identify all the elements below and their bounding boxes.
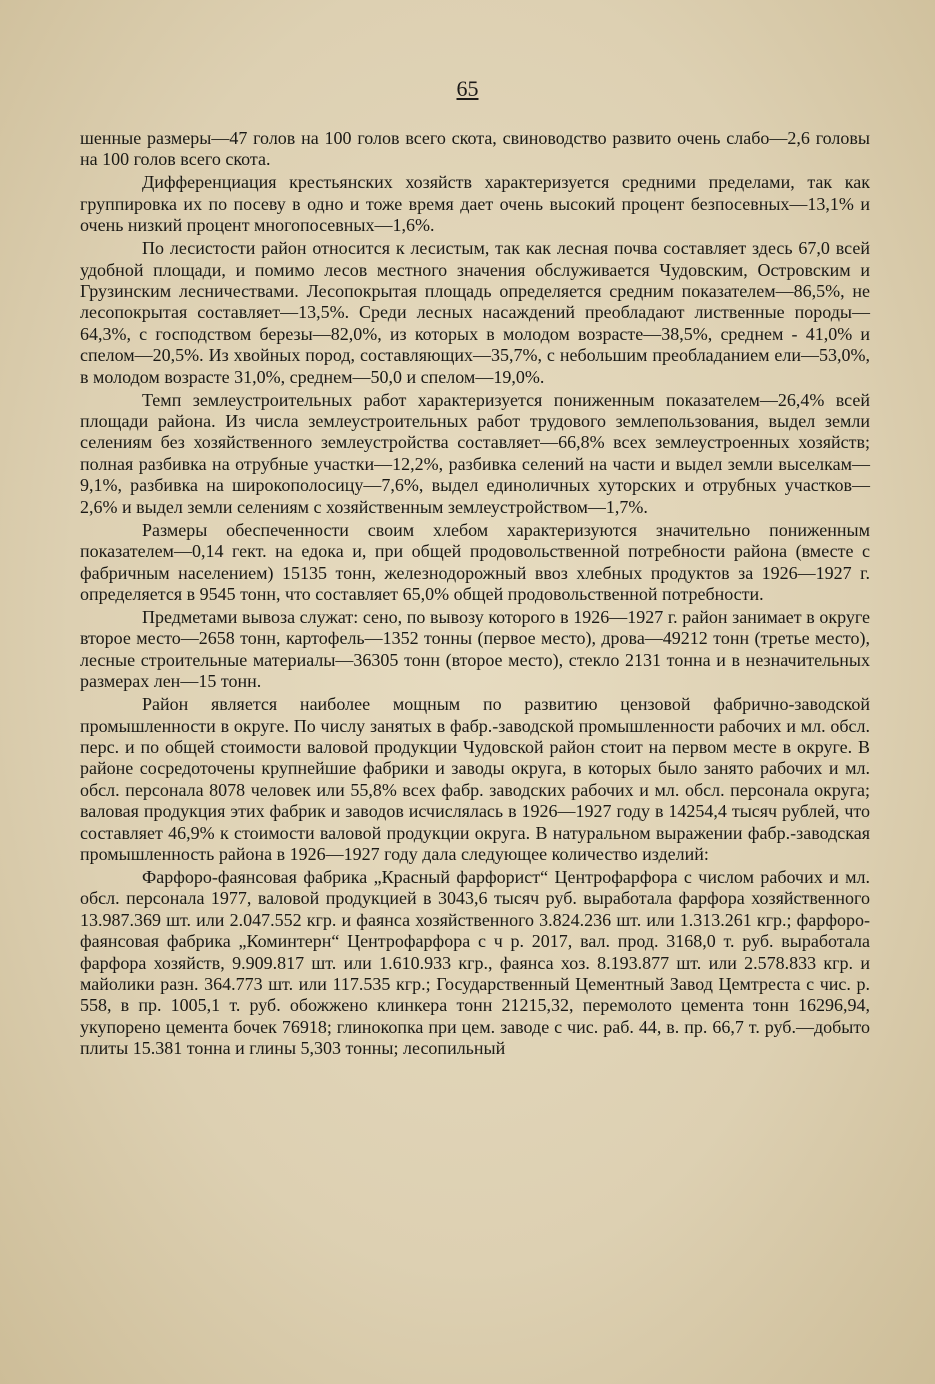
paragraph-industry: Район является наиболее мощным по развитию цензовой фабрично-заводской промышленности в округе. По числу занятых в фабр.-заводской промышленности рабочих и мл. обсл. перс. и по общей стоимости валовой продукции Чудовской район стоит на первом месте в округе. В районе сосредоточены крупнейшие фабрики и заводы округа, в которых было занято рабочих и мл. обсл. персонала 8078 человек или 55,8% всех фабр. заводских рабочих и мл. обсл. персонала округа; валовая продукция этих фабрик и заводов исчислялась в 1926—1927 году в 14254,4 тысяч рублей, что составляет 46,9% к стоимости валовой продукции округа. В натуральном выражении фабр.-заводская промышленность района в 1926—1927 году дала следующее количество изделий:	[80, 694, 870, 864]
paragraph-differentiation: Дифференциация крестьянских хозяйств характеризуется средними пределами, так как группировка их по посеву в одно и тоже время дает очень высокий процент безпосевных—13,1% и очень низкий процент многопосевных—1,6%.	[80, 172, 870, 236]
paragraph-forestry: По лесистости район относится к лесистым, так как лесная почва составляет здесь 67,0 всей удобной площади, и помимо лесов местного значения обслуживается Чудовским, Островским и Грузинским лесничествами. Лесопокрытая площадь определяется средним показателем—86,5%, не лесопокрытая составляет—13,5%. Среди лесных насаждений преобладают лиственные породы—64,3%, с господством березы—82,0%, из которых в молодом возрасте—38,5%, среднем - 41,0% и спелом—20,5%. Из хвойных пород, составляющих—35,7%, с небольшим преобладанием ели—53,0%, в молодом возрасте 31,0%, среднем—50,0 и спелом—19,0%.	[80, 238, 870, 387]
paragraph-factories: Фарфоро-фаянсовая фабрика „Красный фарфорист“ Центрофарфора с числом рабочих и мл. обсл. персонала 1977, валовой продукцией в 3043,6 тысяч руб. выработала фарфора хозяйственного 13.987.369 шт. или 2.047.552 кгр. и фаянса хозяйственного 3.824.236 шт. или 1.313.261 кгр.; фарфоро-фаянсовая фабрика „Коминтерн“ Центрофарфора с ч р. 2017, вал. прод. 3168,0 т. руб. выработала фарфора хозяйств, 9.909.817 шт. или 1.610.933 кгр., фаянса хоз. 8.193.877 шт. или 2.578.833 кгр. и майолики разн. 364.773 шт. или 117.535 кгр.; Государственный Цементный Завод Цемтреста с чис. р. 558, в пр. 1005,1 т. руб. обожжено клинкера тонн 21215,32, перемолото цемента тонн 16296,94, укупорено цемента бочек 76918; глинокопка при цем. заводе с чис. раб. 44, в. пр. 66,7 т. руб.—добыто плиты 15.381 тонна и глины 5,303 тонны; лесопильный	[80, 866, 870, 1059]
paragraph-exports: Предметами вывоза служат: сено, по вывозу которого в 1926—1927 г. район занимает в округе второе место—2658 тонн, картофель—1352 тонны (первое место), дрова—49212 тонн (третье место), лесные строительные материалы—36305 тонн (второе место), стекло 2131 тонна и в незначительных размерах лен—15 тонн.	[80, 606, 870, 692]
page-number: 65	[456, 76, 479, 101]
paragraph-grain-supply: Размеры обеспеченности своим хлебом характеризуются значительно пониженным показателем—0,14 гект. на едока и, при общей продовольственной потребности района (вместе с фабричным населением) 15135 тонн, железнодорожный ввоз хлебных продуктов за 1926—1927 г. определяется в 9545 тонн, что составляет 65,0% общей продовольственной потребности.	[80, 519, 870, 604]
paragraph-livestock: шенные размеры—47 голов на 100 голов всего скота, свиноводство развито очень слабо—2,6 головы на 100 голов всего скота.	[80, 128, 870, 170]
body-text	[80, 128, 870, 1061]
paragraph-land-management: Темп землеустроительных работ характеризуется пониженным показателем—26,4% всей площади района. Из числа землеустроительных работ трудового землепользования, выдел земли селениям без хозяйственного землеустройства составляет—66,8% всех землеустроенных хозяйств; полная разбивка на отрубные участки—12,2%, разбивка селений на части и выдел земли выселкам—9,1%, разбивка на широкополосицу—7,6%, выдел единоличных хуторских и отрубных участков—2,6% и выдел земли селениям с хозяйственным землеустройством—1,7%.	[80, 389, 870, 517]
